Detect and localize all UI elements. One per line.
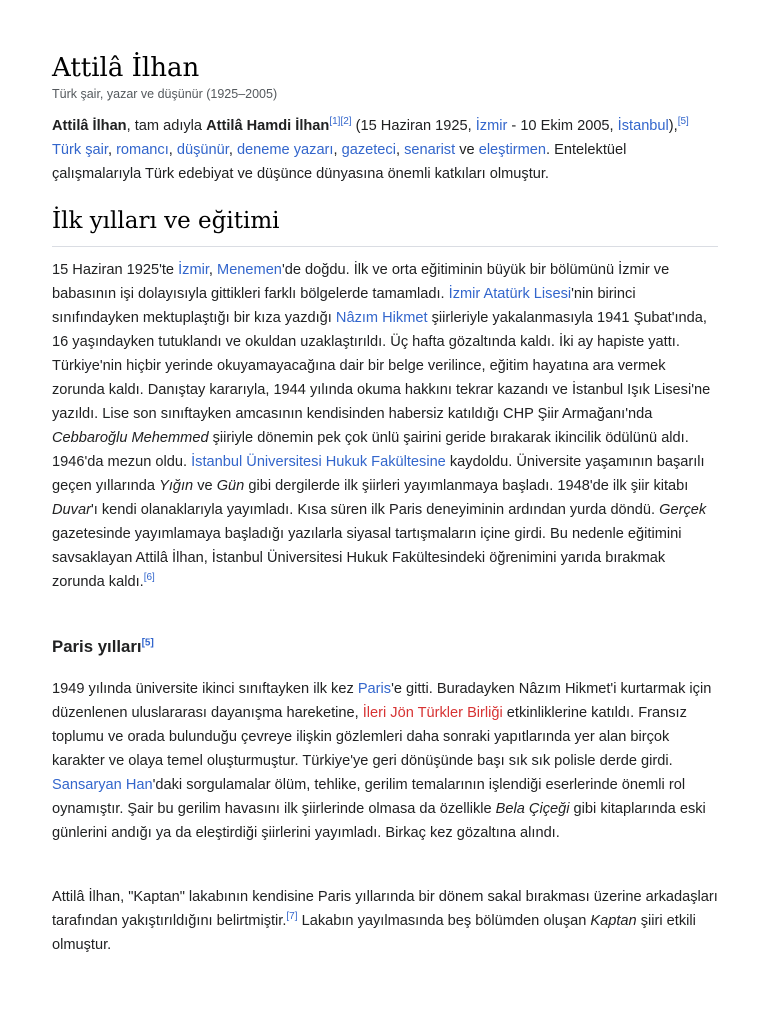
text-run: ve [193,478,217,494]
text-run: , [395,142,405,158]
text-run: - 10 Ekim 2005, [507,118,618,134]
text-run: 'de doğdu. İlk ve orta eğitiminin büyük bir bölümünü İzmir ve babasının işi dolayısıyla gittikleri farklı bölgelerde tamamladı. [52,262,670,302]
wiki-link[interactable]: İzmir Atatürk Lisesi [448,286,572,302]
text-run: , [228,142,237,158]
italic-title: Duvar [52,502,91,518]
wiki-link[interactable]: İzmir [178,262,209,278]
bold-text: Attilâ İlhan [52,118,127,134]
missing-page-link[interactable]: İleri Jön Türkler Birliği [362,705,503,721]
text-run: , [208,262,218,278]
text-run: (15 Haziran 1925, [351,118,476,134]
reference-sup [286,911,297,922]
text-run: ve [455,142,479,158]
text-run: Attilâ İlhan, "Kaptan" lakabının kendisine Paris yıllarında bir dönem sakal bırakması üzerine arkadaşları tarafından yakıştırıldığını belirtmiştir. [52,889,718,929]
wiki-link[interactable]: Türk şair [52,142,108,158]
text-run: ), [668,118,678,134]
text-run: 'ı kendi olanaklarıyla yayımladı. Kısa süren ilk Paris deneyiminin ardından yurda döndü. [90,502,660,518]
wiki-link[interactable]: Menemen [217,262,282,278]
italic-title: Gerçek [659,502,707,518]
text-run: etkinliklerine katıldı. Fransız toplumu ve orada bulunduğu çevreye ilişkin gözlemleri daha sonraki yapıtlarında yer alan birçok karakter ve olaya temel oluşturmuştur. Türkiye'ye geri dönüşünde başı sık sık polisle derde girdi. [52,705,687,769]
wiki-link[interactable]: deneme yazarı [236,142,334,158]
wiki-link[interactable]: romancı [116,142,169,158]
paris-paragraph-2 [52,885,718,957]
intro-paragraph [52,114,718,186]
italic-title: Yığın [159,478,194,494]
wiki-link[interactable]: İzmir [475,118,508,134]
wiki-link[interactable]: gazeteci [341,142,396,158]
text-run: gazetesinde yayımlamaya başladığı yazılarla siyasal tartışmaların içine girdi. Bu nedenle eğitimini savsaklayan Attilâ İlhan, İstanbul Üniversitesi Hukuk Fakültesindeki öğrenimini yarıda bırakmak zorunda kaldı. [52,526,682,590]
italic-title: Bela Çiçeği [495,801,570,817]
paris-paragraph-1 [52,677,718,845]
text-run: . Entelektüel çalışmalarıyla Türk edebiyat ve düşünce dünyasına önemli katkıları olmuştur. [52,142,627,182]
page-title: Attilâ İlhan [52,53,200,83]
wiki-link[interactable]: Sansaryan Han [52,777,153,793]
wiki-link[interactable]: İstanbul Üniversitesi Hukuk Fakültesine [191,454,446,470]
italic-title: Gün [216,478,245,494]
italic-title: Kaptan [590,913,637,929]
italic-title: Cebbaroğlu Mehemmed [52,430,209,446]
reference-sup [678,116,689,127]
text-run: 'daki sorgulamalar ölüm, tehlike, gerilim temalarının işlendiği eserlerinde önemli rol oynamıştır. Şair bu gerilim havasını ilk şiirlerinde olmasa da özellikle [52,777,686,817]
text-run: 'nin birinci sınıfındayken mektuplaştığı bir kıza yazdığı [52,286,636,326]
text-run: 'e gitti. Buradayken Nâzım Hikmet'i kurtarmak için düzenlenen uluslararası dayanışma hareketine, [52,681,712,721]
text-run: kaydoldu. Üniversite yaşamının başarılı geçen yıllarında [52,454,705,494]
text-run: , [333,142,342,158]
wiki-link[interactable]: İstanbul [617,118,669,134]
wiki-link[interactable]: Nâzım Hikmet [335,310,428,326]
section-heading-early-years: İlk yılları ve eğitimi [52,204,718,247]
reference-link[interactable]: [5] [677,116,689,128]
reference-link[interactable]: [2] [340,116,352,128]
text-run: Lakabın yayılmasında beş bölümden oluşan [297,913,591,929]
wiki-link[interactable]: düşünür [176,142,229,158]
text-run: 1949 yılında üniversite ikinci sınıftayken ilk kez [52,681,358,697]
wiki-link[interactable]: Paris [357,681,392,697]
reference-sup [144,572,155,583]
early-years-paragraph [52,258,718,594]
page-subtitle: Türk şair, yazar ve düşünür (1925–2005) [52,87,278,101]
reference-sup [340,116,351,127]
text-run: gibi kitaplarında eski günlerini andığı ya da eleştirdiği şiirlerini yayımladı. Birkaç kez gözaltına alındı. [52,801,706,841]
section-heading-paris-years [52,634,154,660]
text-run: 15 Haziran 1925'te [52,262,179,278]
paris-heading-ref-link[interactable]: [5] [141,637,154,649]
paris-heading-text: Paris yılları [52,637,142,656]
text-run: şiirleriyle yakalanmasıyla 1941 Şubat'ında, 16 yaşındayken tutuklandı ve okuldan uzaklaştırıldı. Üç hafta gözaltında kaldı. İki ay hapiste yattı. Türkiye'nin hiçbir yerinde okuyamayacağına dair bir belge verilince, eğitim hayatına ara vermek zorunda kaldı. Danıştay kararıyla, 1944 yılında okuma hakkını tekrar kazandı ve İstanbul Işık Lisesi'ne yazıldı. Lise son sınıftayken amcasının kendisinden habersiz katıldığı CHP Şiir Armağanı'nda [52,310,711,422]
wiki-link[interactable]: senarist [404,142,456,158]
reference-sup [329,116,340,127]
reference-link[interactable]: [1] [329,116,341,128]
text-run: , [107,142,117,158]
wiki-link[interactable]: eleştirmen [478,142,547,158]
reference-link[interactable]: [6] [143,572,155,584]
text-run: şiiri etkili olmuştur. [52,913,696,953]
text-run: , [168,142,177,158]
text-run: gibi dergilerde ilk şiirleri yayımlanmaya başladı. 1948'de ilk şiir kitabı [244,478,689,494]
text-run: , tam adıyla [126,118,207,134]
bold-text: Attilâ Hamdi İlhan [206,118,330,134]
text-run: şiiriyle dönemin pek çok ünlü şairini geride bırakarak ikincilik ödülünü aldı. 1946'da mezun oldu. [52,430,689,470]
reference-link[interactable]: [7] [286,911,298,923]
